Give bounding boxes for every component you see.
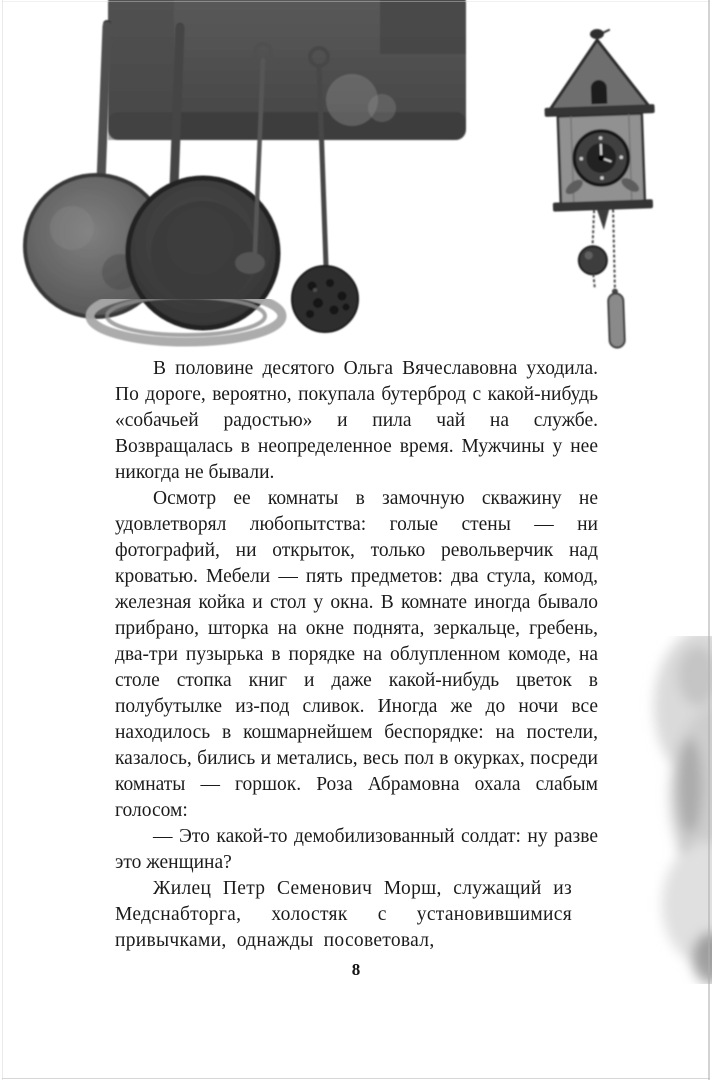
cuckoo-door [591,80,608,105]
clock-weight [605,209,625,347]
page-number: 8 [351,960,361,979]
page-edge-left [2,0,3,1080]
page-edge-bottom [2,1078,710,1079]
clock-face [573,130,629,186]
body-text [115,356,598,954]
paragraph-4: Жилец Петр Семенович Морш, служащий из Медснабторга, холостяк с установившимися привычками, однажды посоветовал, [115,878,572,951]
header-illustration [0,0,712,360]
figure-fragment-illustration [632,636,712,984]
paragraph-2: Осмотр ее комнаты в замочную скважину не удовлетворял любопытства: голые стены — ни фотографий, ни открыток, только револьверчик над кроватью. Мебели — пять предметов: два стула, комод, железная койка и стол у окна. В комнате иногда бывало прибрано, шторка на окне поднята, зеркальце, гребень, два-три пузырька в порядке на облупленном комоде, на столе стопка книг и даже какой-нибудь цветок в полубутылке из-под сливок. Иногда же до ночи все находилось в кошмарнейшем беспорядке: на постели, казалось, бились и метались, весь пол в окурках, посреди комнаты — горшок. Роза Абрамовна охала слабым голосом: [115,488,598,821]
cuckoo-clock [542,27,663,350]
paragraph-1: В половине десятого Ольга Вячеславовна уходила. По дороге, вероятно, покупала бутерброд с какой-нибудь «собачьей радостью» и пила чай на службе. Возвращалась в неопределенное время. Мужчины у нее никогда не бывали. [115,358,598,483]
page-edge-right [708,0,710,1080]
paragraph-3-dialogue: — Это какой-то демобилизованный солдат: ну разве это женщина? [115,826,598,873]
hanging-board [108,0,466,140]
page-edge-top [2,1,710,2]
clock-bird-finial [590,29,604,39]
